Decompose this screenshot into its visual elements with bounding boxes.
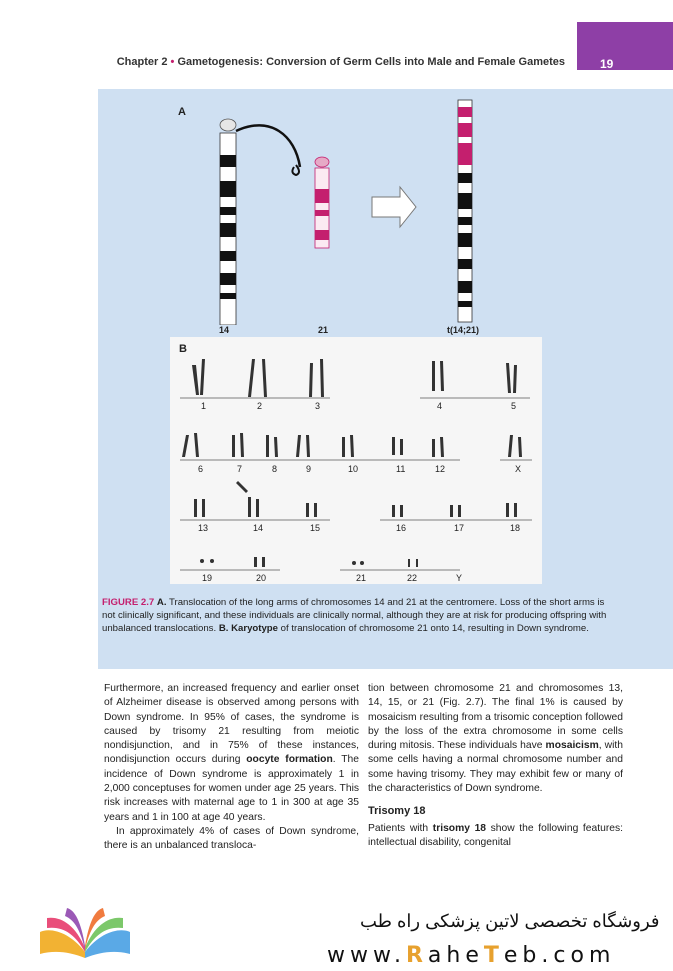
fusion-arrow — [236, 125, 300, 167]
paragraph — [368, 682, 623, 796]
url-part: www. — [327, 943, 406, 968]
paragraph — [104, 682, 359, 825]
karyo-label: 7 — [237, 464, 243, 474]
page-header — [0, 0, 673, 86]
left-column — [104, 682, 359, 854]
url-part: eb.com — [503, 943, 616, 968]
karyo-label: 22 — [407, 573, 418, 583]
karyo-label: 14 — [253, 523, 264, 533]
panel-b-letter: B — [179, 343, 187, 355]
karyo-label: 20 — [256, 573, 267, 583]
label-14: 14 — [219, 325, 230, 335]
result-arrow-icon — [372, 187, 416, 227]
caption-a-text: Translocation of the long arms of chromosomes 14 and 21 at the centromere. Loss of the short arms is not clinically significant, and these individuals are clinically normal, although they are at risk for producing offspring with unbalanced translocations. — [102, 597, 607, 634]
karyotype-image — [170, 337, 542, 584]
karyo-label: 21 — [356, 573, 367, 583]
karyo-label: 13 — [198, 523, 209, 533]
paragraph-text: , with some cells having a normal chromosome number and some having trisomy. They may exhibit few or many of the characteristics of Down syndrome. — [368, 740, 623, 795]
karyo-label: 1 — [201, 401, 207, 411]
translocation-diagram — [200, 95, 520, 325]
paragraph-text: Patients with — [368, 822, 429, 834]
karyo-label: 5 — [511, 401, 517, 411]
url-part: R — [405, 943, 428, 968]
panel-a-letter: A — [178, 106, 186, 118]
karyo-label: 9 — [306, 464, 312, 474]
page-number: 19 — [600, 57, 614, 71]
karyo-label: 16 — [396, 523, 407, 533]
figure-number: FIGURE 2.7 — [102, 597, 155, 608]
caption-b-text: of translocation of chromosome 21 onto 14, resulting in Down syndrome. — [280, 623, 589, 634]
open-book-logo-icon — [35, 902, 135, 962]
karyo-label: 10 — [348, 464, 359, 474]
karyo-label: 11 — [396, 464, 406, 474]
paragraph-text: . The incidence of Down syndrome is approximately 1 in 2,000 conceptuses for women under age 25 years. This risk increases with maternal age to 1 in 300 at age 35 years and 1 in 100 at age 40 years. — [104, 754, 360, 823]
karyotype-chromosomes — [170, 337, 542, 584]
label-21: 21 — [318, 325, 329, 335]
brand-name-fa: فروشگاه تخصصی لاتین پزشکی راه طب — [360, 911, 660, 931]
karyo-label: 18 — [510, 523, 521, 533]
brand-url — [327, 943, 615, 968]
caption-a-label: A. — [156, 597, 167, 608]
paragraph-text: show the following features: intellectual disability, congenital — [368, 822, 623, 848]
separator-dot: • — [170, 56, 175, 68]
right-column — [368, 682, 623, 850]
karyo-label: 4 — [437, 401, 443, 411]
karyo-label: 6 — [198, 464, 204, 474]
karyo-label: 12 — [435, 464, 446, 474]
figure-caption — [102, 596, 617, 635]
paragraph-text: Furthermore, an increased frequency and earlier onset of Alzheimer disease is observed among persons with Down syndrome. In 95% of cases, the syndrome is caused by trisomy 21 resulting from meiotic nondisjunction, and in 75% of these instances, nondisjunction occurs during — [104, 683, 359, 766]
karyo-label: X — [515, 464, 522, 474]
paragraph-text: tion between chromosome 21 and chromosomes 13, 14, 15, or 21 (Fig. 2.7). The final 1% is caused by mosaicism resulting from a trisomic conception followed by the loss of the extra chromosome in some cells during mitosis. These individuals have — [368, 683, 623, 752]
caption-b-label: B. — [218, 623, 229, 634]
chapter-title: Gametogenesis: Conversion of Germ Cells into Male and Female Gametes — [177, 56, 565, 68]
url-part: T — [483, 943, 504, 968]
karyo-label: 8 — [272, 464, 278, 474]
karyo-label: 2 — [257, 401, 263, 411]
page-number-tab — [577, 22, 673, 70]
key-term: trisomy 18 — [432, 822, 487, 834]
chromosome-21 — [315, 157, 329, 248]
chromosome-t14-21 — [458, 100, 472, 322]
paragraph: In approximately 4% of cases of Down syndrome, there is an unbalanced transloca- — [104, 825, 359, 852]
key-term: oocyte formation — [246, 754, 333, 766]
chapter-label: Chapter 2 — [116, 56, 168, 68]
label-t14-21: t(14;21) — [447, 325, 480, 335]
key-term: mosaicism — [545, 740, 599, 752]
karyo-label: 17 — [454, 523, 465, 533]
karyo-label: Y — [456, 573, 463, 583]
karyo-label: 3 — [315, 401, 321, 411]
section-heading: Trisomy 18 — [368, 805, 426, 818]
paragraph — [368, 822, 623, 851]
karyo-label: 19 — [202, 573, 213, 583]
caption-b-term: Karyotype — [231, 623, 278, 634]
url-part: ahe — [427, 943, 484, 968]
running-head — [117, 56, 565, 68]
chromosome-14 — [220, 119, 236, 325]
karyo-label: 15 — [310, 523, 321, 533]
